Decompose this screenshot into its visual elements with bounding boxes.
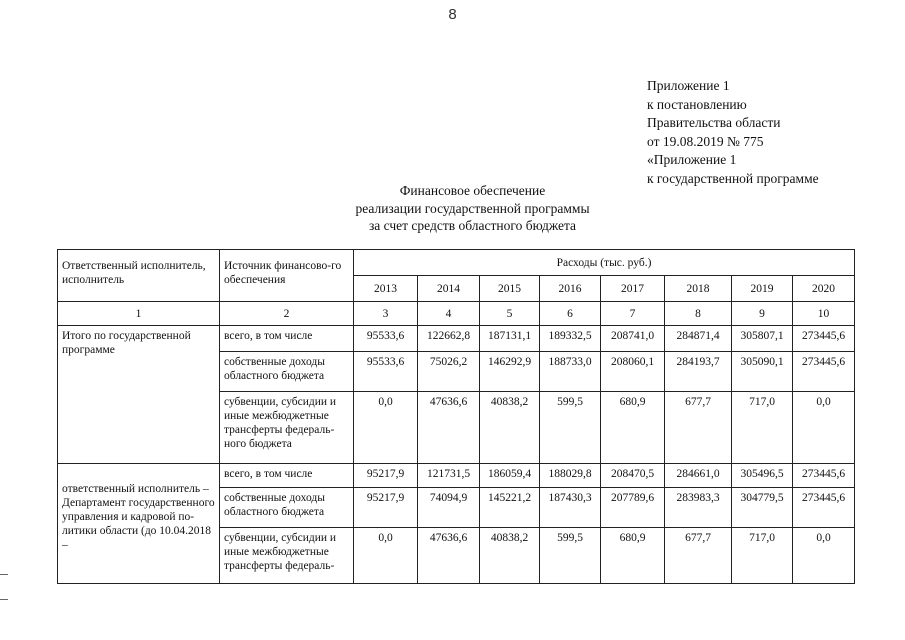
document-title [300,182,645,235]
value-cell: 40838,2 [480,392,540,464]
header-year: 2016 [540,276,601,302]
value-cell: 273445,6 [793,326,855,352]
value-cell: 74094,9 [418,488,480,528]
value-cell: 273445,6 [793,488,855,528]
value-cell: 284193,7 [665,352,732,392]
value-cell: 207789,6 [601,488,665,528]
header-year: 2015 [480,276,540,302]
column-number: 7 [601,302,665,326]
appendix-block [647,77,819,188]
value-cell: 599,5 [540,392,601,464]
margin-mark [0,599,8,600]
column-number: 9 [732,302,793,326]
value-cell: 95533,6 [354,326,418,352]
value-cell: 599,5 [540,528,601,584]
value-cell: 0,0 [354,528,418,584]
column-number: 4 [418,302,480,326]
value-cell: 0,0 [793,528,855,584]
column-number: 10 [793,302,855,326]
value-cell: 284661,0 [665,464,732,488]
value-cell: 0,0 [354,392,418,464]
value-cell: 95217,9 [354,488,418,528]
appendix-line: к постановлению [647,96,747,112]
source-cell: всего, в том числе [220,326,354,352]
value-cell: 305807,1 [732,326,793,352]
value-cell: 677,7 [665,528,732,584]
column-number: 2 [220,302,354,326]
table-row [58,326,855,352]
appendix-line: «Приложение 1 [647,152,737,167]
header-executor: Ответственный исполнитель, исполнитель [58,250,220,302]
value-cell: 146292,9 [480,352,540,392]
value-cell: 186059,4 [480,464,540,488]
value-cell: 208741,0 [601,326,665,352]
column-number: 5 [480,302,540,326]
financing-table [57,249,855,584]
header-year: 2017 [601,276,665,302]
value-cell: 680,9 [601,528,665,584]
value-cell: 284871,4 [665,326,732,352]
header-expenses: Расходы (тыс. руб.) [354,250,855,276]
appendix-line: от 19.08.2019 № 775 [647,133,764,149]
value-cell: 95217,9 [354,464,418,488]
source-cell: собственные доходы областного бюджета [220,352,354,392]
value-cell: 47636,6 [418,528,480,584]
executor-cell: ответственный исполнитель – Департамент государственного управления и кадровой по-литики области (до 10.04.2018 – [58,464,220,584]
value-cell: 717,0 [732,392,793,464]
value-cell: 717,0 [732,528,793,584]
source-cell: всего, в том числе [220,464,354,488]
appendix-line: Правительства области [647,115,781,130]
value-cell: 0,0 [793,392,855,464]
value-cell: 145221,2 [480,488,540,528]
value-cell: 187131,1 [480,326,540,352]
column-number: 3 [354,302,418,326]
title-line: реализации государственной программы [355,200,590,216]
value-cell: 305496,5 [732,464,793,488]
source-cell: субвенции, субсидии и иные межбюджетные трансферты федераль-ного бюджета [220,392,354,464]
column-number: 1 [58,302,220,326]
title-line: за счет средств областного бюджета [368,218,577,233]
value-cell: 188733,0 [540,352,601,392]
value-cell: 273445,6 [793,352,855,392]
value-cell: 677,7 [665,392,732,464]
value-cell: 208060,1 [601,352,665,392]
executor-cell: Итого по государственной программе [58,326,220,464]
value-cell: 47636,6 [418,392,480,464]
table-row [58,464,855,488]
value-cell: 208470,5 [601,464,665,488]
value-cell: 122662,8 [418,326,480,352]
header-year: 2020 [793,276,855,302]
value-cell: 188029,8 [540,464,601,488]
value-cell: 75026,2 [418,352,480,392]
appendix-line: Приложение 1 [647,78,730,93]
header-year: 2019 [732,276,793,302]
value-cell: 680,9 [601,392,665,464]
column-number: 6 [540,302,601,326]
margin-mark [0,574,8,575]
source-cell: собственные доходы областного бюджета [220,488,354,528]
value-cell: 95533,6 [354,352,418,392]
header-year: 2014 [418,276,480,302]
source-cell: субвенции, субсидии и иные межбюджетные трансферты федераль- [220,528,354,584]
page-number: 8 [448,6,457,23]
header-year: 2018 [665,276,732,302]
value-cell: 121731,5 [418,464,480,488]
value-cell: 40838,2 [480,528,540,584]
header-source: Источник финансово-го обеспечения [220,250,354,302]
value-cell: 189332,5 [540,326,601,352]
value-cell: 283983,3 [665,488,732,528]
appendix-line: к государственной программе [647,170,819,186]
value-cell: 304779,5 [732,488,793,528]
value-cell: 187430,3 [540,488,601,528]
header-year: 2013 [354,276,418,302]
column-number: 8 [665,302,732,326]
value-cell: 273445,6 [793,464,855,488]
title-line: Финансовое обеспечение [399,183,546,198]
value-cell: 305090,1 [732,352,793,392]
